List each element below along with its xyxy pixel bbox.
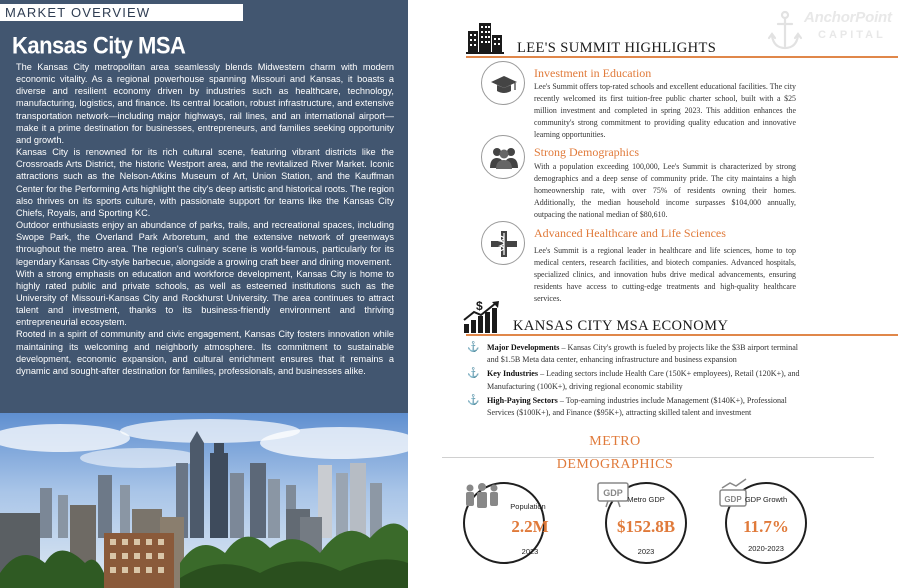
overview-paragraph: Outdoor enthusiasts enjoy an abundance of parks, trails, and recreational spaces, including Swope Park, the Overland Park Arboretum, and the extensive network of greenways throughout the metro area. The region's culinary scene is world-famous, particularly for its legendary Kansas City-style barbecue, alongside a growing craft beer and dining movement. bbox=[16, 220, 394, 267]
economy-item-text: – Leading sectors include Health Care (150K+ employees), Retail (120K+), and Manufacturing (100K+), driving regional economic stability bbox=[487, 369, 800, 391]
economy-item-label: Major Developments bbox=[487, 343, 560, 352]
section-label: MARKET OVERVIEW bbox=[5, 5, 151, 20]
highlight-text: Lee's Summit is a regional leader in healthcare and life sciences, home to top medical centers, research facilities, and biotech companies. Advanced hospitals, specialized clinics, and innovation hubs drive medical advancements, ensuring residents have access to cutting-edge treatments and high-quality healthcare services. bbox=[534, 246, 796, 304]
logo-subtitle: CAPITAL bbox=[818, 29, 886, 41]
highlights-heading: LEE'S SUMMIT HIGHLIGHTS bbox=[517, 40, 717, 56]
stat-year: 2023 bbox=[521, 547, 539, 556]
highlight-title: Advanced Healthcare and Life Sciences bbox=[534, 226, 726, 240]
skyline-photo bbox=[0, 413, 408, 588]
economy-heading: KANSAS CITY MSA ECONOMY bbox=[513, 318, 729, 334]
anchor-bullet-icon: ⚓ bbox=[467, 342, 480, 353]
page-title: Kansas City MSA bbox=[12, 32, 186, 59]
demographics-title-line1: METRO bbox=[589, 434, 641, 449]
list-item bbox=[467, 395, 807, 419]
stat-label: Population bbox=[510, 502, 546, 511]
highlight-title: Investment in Education bbox=[534, 66, 652, 80]
overview-paragraph: Rooted in a spirit of community and civic engagement, Kansas City fosters innovation while maintaining its welcoming and neighborly atmosphere. Its commitment to sustainable development, economic expansion, and cultural enrichment ensures that it remains a dynamic and sought-after destination for families, professionals, and businesses alike. bbox=[16, 329, 394, 376]
demographics-title-line2: DEMOGRAPHICS bbox=[556, 457, 674, 472]
buildings-icon bbox=[466, 17, 504, 55]
economy-item-text: – Kansas City's growth is fueled by projects like the $3B airport terminal and $1.5B Meta data center, enhancing infrastructure and business expansion bbox=[487, 343, 799, 365]
highlights-underline bbox=[466, 56, 898, 58]
stat-value: 2.2M bbox=[511, 517, 549, 536]
education-icon-circle bbox=[481, 61, 525, 105]
stat-year: 2023 bbox=[637, 547, 655, 556]
economy-item-text: – Top-earning industries include Management ($140K+), Professional Services ($100K+), and Finance ($95K+), attracting skilled talent and investment bbox=[487, 395, 787, 418]
svg-text:GDP: GDP bbox=[724, 495, 742, 504]
stat-year: 2020-2023 bbox=[748, 544, 784, 553]
list-item bbox=[467, 368, 807, 392]
money-growth-icon bbox=[462, 300, 502, 334]
medical-symbol-icon bbox=[482, 222, 526, 266]
healthcare-icon-circle bbox=[481, 221, 525, 265]
people-icon bbox=[482, 136, 526, 180]
logo-name: AnchorPoint bbox=[804, 9, 892, 26]
highlight-title: Strong Demographics bbox=[534, 145, 639, 159]
anchor-bullet-icon: ⚓ bbox=[467, 368, 480, 380]
gdp-icon bbox=[596, 479, 630, 509]
market-overview-panel bbox=[0, 0, 408, 588]
economy-list bbox=[467, 342, 807, 421]
highlight-text: Lee's Summit offers top-rated schools and excellent educational facilities. The city recently welcomed its first tuition-free public charter school, built with a $25 million investment and completed in spring 2023. This addition enhances the community's strong commitment to providing quality education and innovative learning opportunities. bbox=[534, 82, 796, 140]
stat-label: Metro GDP bbox=[627, 495, 665, 504]
anchor-bullet-icon: ⚓ bbox=[467, 394, 480, 406]
economy-item-label: High-Paying Sectors bbox=[487, 395, 558, 405]
people-icon bbox=[462, 480, 502, 510]
overview-paragraph: The Kansas City metropolitan area seamlessly blends Midwestern charm with modern economic vitality. As a regional powerhouse spanning Missouri and Kansas, it boasts a diverse and resilient economy driven by industries such as healthcare, technology, manufacturing, logistics, and finance. Its central location, robust infrastructure, and extensive transportation network—including major highways, rail lines, and an international airport—make it a prime destination for businesses, entrepreneurs, and families seeking opportunity and growth. bbox=[16, 62, 394, 145]
stat-value: 11.7% bbox=[743, 517, 789, 536]
svg-text:$: $ bbox=[476, 300, 483, 313]
overview-text bbox=[16, 61, 394, 377]
overview-paragraph: Kansas City is renowned for its rich cultural scene, featuring vibrant districts like the Crossroads Arts District, the historic Westport area, and the revitalized River Market. Iconic attractions such as the Nelson-Atkins Museum of Art, Union Station, and the Kauffman Center for the Performing Arts highlight the city's deep artistic and historical roots. The region also thrives on its sports culture, with passionate support for teams like the Kansas City Chiefs, Royals, and Sporting KC. bbox=[16, 147, 394, 218]
economy-underline bbox=[466, 334, 898, 336]
svg-text:GDP: GDP bbox=[603, 488, 623, 498]
stat-label: GDP Growth bbox=[744, 495, 788, 504]
list-item bbox=[467, 342, 807, 366]
overview-paragraph: With a strong emphasis on education and workforce development, Kansas City is home to highly rated public and private schools, as well as esteemed institutions such as the University of Missouri-Kansas City and Rockhurst University. The area continues to attract talent and investment, thanks to its business-friendly environment and thriving entrepreneurial ecosystem. bbox=[16, 268, 394, 328]
highlight-text: With a population exceeding 100,000, Lee's Summit is characterized by strong demographics and a deep sense of community pride. The city maintains a high homeownership rate, with over 75% of residents owning their homes. Additionally, the median household income surpasses $104,000 annually, outpacing the national median of $80,610. bbox=[534, 162, 796, 220]
demographics-icon-circle bbox=[481, 135, 525, 179]
stat-value: $152.8B bbox=[616, 517, 676, 536]
graduation-cap-icon bbox=[482, 62, 526, 106]
section-label-bar bbox=[0, 4, 243, 21]
economy-item-label: Key Industries bbox=[487, 369, 539, 379]
